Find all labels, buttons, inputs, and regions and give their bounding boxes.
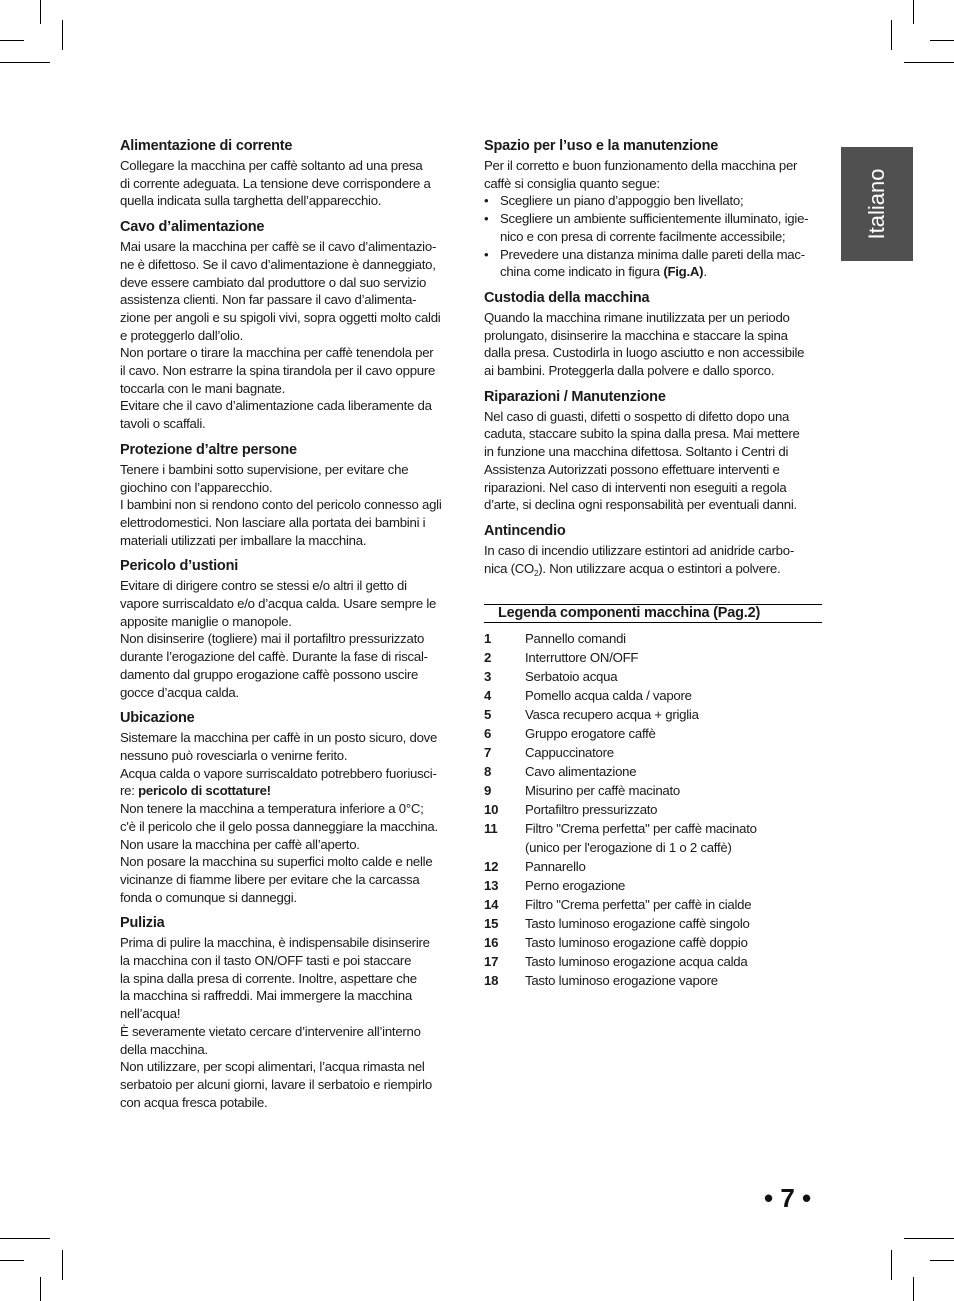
section-heading: Alimentazione di corrente [120,138,293,154]
section-spazio [484,137,822,281]
legend-row [484,952,822,971]
legend-row [484,743,822,762]
legend-number: 18 [484,973,499,989]
legend-row [484,629,822,648]
section-pulizia [120,914,458,1111]
legend-number: 16 [484,935,499,951]
crop-mark [62,20,63,50]
legend-row [484,857,822,876]
legend-text: Serbatoio acqua [525,669,618,685]
legend-row [484,724,822,743]
legend-number: 17 [484,954,499,970]
legend-row [484,933,822,952]
section-heading: Ubicazione [120,710,195,727]
body-text: Non tenere la macchina a temperatura inferiore a 0°C; c'è il pericolo che il gelo possa danneggiare la macchina. Non usare la macchina per caffè all’aperto. Non posare la macchina su superfici molto calde e nelle vicinanze di fiamme libere per evitare che la carcassa fonda o comunque si danneggi. [120,801,438,905]
legend-text: Tasto luminoso erogazione caffè doppio [525,935,748,951]
legend-number: 12 [484,859,499,875]
legend-row [484,876,822,895]
crop-mark [0,1238,50,1239]
section-antincendio [484,522,822,582]
legend-number: 9 [484,783,492,799]
section-body: Prima di pulire la macchina, è indispensabile disinserire la macchina con il tasto ON/OFF tasti e poi staccare la spina dalla presa di corrente. Inoltre, aspettare che la macchina si raffreddi. Mai immergere la macchina nell’acqua! È severamente vietato cercare d’intervenire all’interno della macchina. Non utilizzare, per scopi alimentari, l’acqua rimasta nel serbatoio per alcuni giorni, lavare il serbatoio e riempirlo con acqua fresca potabile. [120,935,432,1110]
legend-number: 6 [484,726,492,742]
legend-text: Cavo alimentazione [525,764,637,780]
section-heading: Antincendio [484,522,566,539]
legend-text: Tasto luminoso erogazione acqua calda [525,954,748,970]
list-item: • Scegliere un piano d’appoggio ben livellato; [484,192,822,210]
section-heading: Cavo d’alimentazione [120,219,265,236]
legend-row [484,781,822,800]
legend-text: Portafiltro pressurizzato [525,802,658,818]
left-column [120,137,458,1119]
crop-mark [913,0,914,24]
legend-row [484,686,822,705]
legend-number: 3 [484,669,492,685]
legend-number: 4 [484,688,492,704]
crop-mark [891,20,892,50]
section-heading: Riparazioni / Manutenzione [484,388,666,405]
section-custodia [484,289,822,380]
legend-row [484,648,822,667]
legend-text: Pannello comandi [525,631,626,647]
section-heading: Protezione d’altre persone [120,441,297,458]
legend-text: Tasto luminoso erogazione vapore [525,973,718,989]
legend-text: Interruttore ON/OFF [525,650,639,666]
crop-mark [904,62,954,63]
section-heading: Pulizia [120,915,165,932]
language-tab-label: Italiano [864,168,889,240]
section-body: Tenere i bambini sotto supervisione, per evitare che giochino con l’apparecchio. I bambini non si rendono conto del pericolo connesso agli elettrodomestici. Non lasciare alla portata dei bambini i materiali utilizzati per imballare la macchina. [120,461,442,548]
legend-row [484,895,822,914]
legend-number: 8 [484,764,492,780]
section-body: Nel caso di guasti, difetti o sospetto di difetto dopo una caduta, staccare subito la spina dalla presa. Mai mettere in funzione una macchina difettosa. Soltanto i Centri di Assistenza Autorizzati possono effettuare interventi e riparazioni. Nel caso di interventi non eseguiti a regola d’arte, si declina ogni responsabilità per eventuali danni. [484,408,800,513]
section-ubicazione [120,709,458,906]
crop-mark [0,62,50,63]
legend-list [484,629,822,990]
legend-text: Vasca recupero acqua + griglia [525,707,699,723]
legend-text: Perno erogazione [525,878,626,894]
section-riparazioni [484,388,822,514]
legend-row [484,971,822,990]
legend-text: Filtro "Crema perfetta" per caffè in cialde [525,897,752,913]
legend-text: Pannarello [525,859,586,875]
body-text: ). Non utilizzare acqua o estintori a polvere. [538,560,781,576]
legend-row [484,914,822,933]
legend-number: 7 [484,745,492,761]
legend-row [484,705,822,724]
body-text: Prevedere una distanza minima dalle pareti della mac- china come indicato in figura [500,246,805,280]
legend-number: 5 [484,707,492,723]
crop-mark [930,40,954,41]
section-body: Quando la macchina rimane inutilizzata per un periodo prolungato, disinserire la macchina e staccare la spina dalla presa. Custodirla in luogo asciutto e non accessibile ai bambini. Proteggerla dalla polvere e dallo sporco. [484,309,805,379]
page-number: • 7 • [764,1183,812,1213]
legend-number: 10 [484,802,499,818]
body-text: Sistemare la macchina per caffè in un posto sicuro, dove nessuno può rovesciarla o venirne ferito. Acqua calda o vapore surriscaldato potrebbero fuoriusci- re: [120,730,438,799]
legend-number: 14 [484,897,499,913]
section-body [484,542,822,582]
legend-text: Filtro "Crema perfetta" per caffè macinato (unico per l'erogazione di 1 o 2 caffè) [525,821,757,856]
crop-mark [913,1277,914,1301]
legend-text: Cappuccinatore [525,745,614,761]
section-body: Per il corretto e buon funzionamento della macchina per caffè si consiglia quanto segue: [484,158,798,191]
warning-text: pericolo di scottature! [138,783,271,799]
crop-mark [40,1277,41,1301]
language-tab [841,147,913,261]
crop-mark [930,1260,954,1261]
bullet-list [484,192,822,281]
legend-number: 1 [484,631,492,647]
legend-number: 15 [484,916,499,932]
crop-mark [40,0,41,24]
section-body: Evitare di dirigere contro se stessi e/o altri il getto di vapore surriscaldato e/o d’acqua calda. Usare sempre le apposite maniglie o manopole. Non disinserire (togliere) mai il portafiltro pressurizzato durante l’erogazione del caffè. Durante la fase di riscal- damento dal gruppo erogazione caffè possono uscire gocce d’acqua calda. [120,578,437,700]
crop-mark [0,40,24,41]
list-item: • Scegliere un ambiente sufficientemente illuminato, igie- nico e con presa di corrente facilmente accessibile; [484,210,822,245]
section-body [120,729,458,906]
crop-mark [891,1250,892,1280]
section-heading: Pericolo d’ustioni [120,558,239,575]
section-heading: Spazio per l’uso e la manutenzione [484,138,719,154]
body-text: . [703,264,707,280]
section-heading: Custodia della macchina [484,289,650,306]
legend-text: Tasto luminoso erogazione caffè singolo [525,916,750,932]
legend-row [484,667,822,686]
figure-reference: (Fig.A) [663,264,704,280]
right-column [484,137,822,990]
legend-row [484,800,822,819]
legend-row [484,762,822,781]
legend-text: Gruppo erogatore caffè [525,726,656,742]
section-alimentazione [120,137,458,210]
legend-row [484,819,822,857]
section-body: Collegare la macchina per caffè soltanto ad una presa di corrente adeguata. La tensione deve corrispondere a quella indicata sulla targhetta dell’apparecchio. [120,158,431,209]
legend-title: Legenda componenti macchina (Pag.2) [484,604,822,623]
crop-mark [0,1260,24,1261]
legend-number: 2 [484,650,492,666]
subscript: 2 [534,568,539,578]
section-pericolo [120,557,458,701]
legend-text: Misurino per caffè macinato [525,783,680,799]
list-item [484,246,822,281]
body-text: In caso di incendio utilizzare estintori ad anidride carbo- nica (CO [484,542,794,576]
legend-number: 13 [484,878,499,894]
crop-mark [904,1238,954,1239]
section-protezione [120,441,458,550]
legend-number: 11 [484,821,498,837]
legend-text: Pomello acqua calda / vapore [525,688,692,704]
section-cavo [120,218,458,433]
crop-mark [62,1250,63,1280]
section-body: Mai usare la macchina per caffè se il cavo d’alimentazio- ne è difettoso. Se il cavo d’alimentazione è danneggiato, deve essere cambiato dal produttore o dal suo servizio assistenza clienti. Non far passare il cavo d’alimenta- zione per angoli e su spigoli vivi, sopra oggetti molto caldi e proteggerlo dall’olio. Non portare o tirare la macchina per caffè tenendola per il cavo. Non estrarre la spina tirandola per il cavo oppure toccarla con le mani bagnate. Evitare che il cavo d’alimentazione cada liberamente da tavoli o scaffali. [120,239,441,432]
